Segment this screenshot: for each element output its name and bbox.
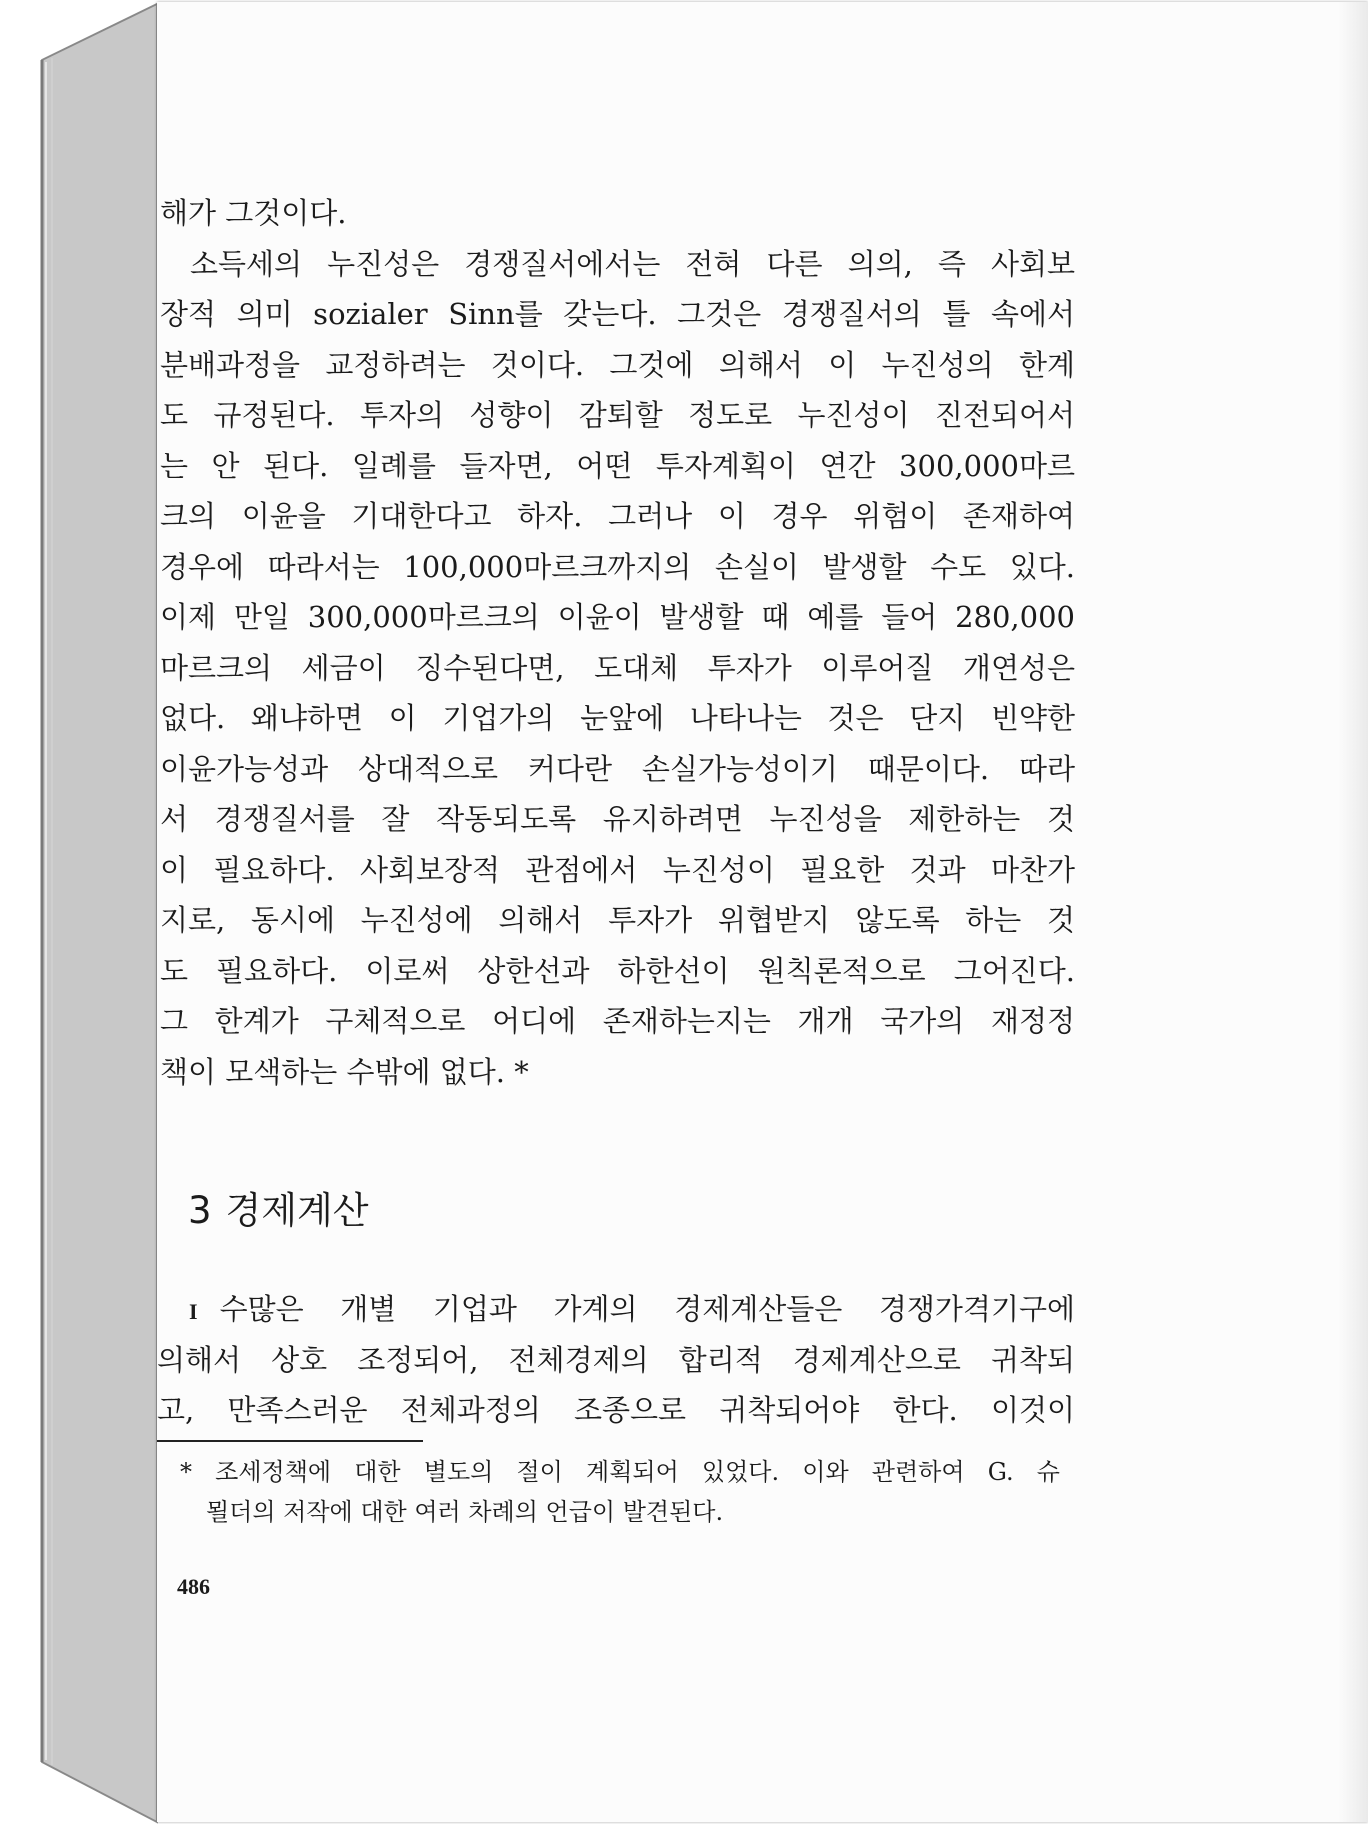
body-line: 장적 의미 sozialer Sinn를 갖는다. 그것은 경쟁질서의 틀 속에서: [160, 297, 1075, 331]
section-line: 의해서 상호 조정되어, 전체경제의 합리적 경제계산으로 귀착되: [157, 1342, 1075, 1377]
body-line: 분배과정을 교정하려는 것이다. 그것에 의해서 이 누진성의 한계: [160, 347, 1075, 382]
body-line: 이제 만일 300,000마르크의 이윤이 발생할 때 예를 들어 280,000: [160, 600, 1075, 634]
body-line: 그 한계가 구체적으로 어디에 존재하는지는 개개 국가의 재정정: [160, 1004, 1075, 1038]
body-paragraphs: [160, 188, 1075, 1097]
body-line: 이윤가능성과 상대적으로 커다란 손실가능성이기 때문이다. 따라: [160, 751, 1075, 786]
body-line: 크의 이윤을 기대한다고 하자. 그러나 이 경우 위험이 존재하여: [160, 499, 1075, 533]
body-line: 지로, 동시에 누진성에 의해서 투자가 위협받지 않도록 하는 것: [160, 903, 1075, 937]
section-line: 고, 만족스러운 전체과정의 조종으로 귀착되어야 한다. 이것이: [157, 1393, 1075, 1427]
page-number: 486: [177, 1574, 210, 1599]
footnote-divider: [157, 1440, 423, 1442]
section-line-text: 수많은 개별 기업과 가계의 경제계산들은 경쟁가격기구에: [219, 1292, 1075, 1326]
body-line: 도 필요하다. 이로써 상한선과 하한선이 원칙론적으로 그어진다.: [160, 953, 1075, 988]
body-line: 경우에 따라서는 100,000마르크까지의 손실이 발생할 수도 있다.: [160, 549, 1075, 584]
footnote: [180, 1452, 1060, 1532]
body-line: 서 경쟁질서를 잘 작동되도록 유지하려면 누진성을 제한하는 것: [160, 802, 1075, 836]
section-title: 경제계산: [225, 1189, 369, 1232]
page-edge-shade: [1338, 2, 1368, 1822]
footnote-line: 묄더의 저작에 대한 여러 차례의 언급이 발견된다.: [206, 1498, 724, 1526]
book-page-stack-edge: [0, 0, 170, 1824]
body-line: 는 안 된다. 일례를 들자면, 어떤 투자계획이 연간 300,000마르: [160, 448, 1075, 483]
body-line: 이 필요하다. 사회보장적 관점에서 누진성이 필요한 것과 마찬가: [160, 852, 1075, 887]
section-number: 3: [188, 1189, 212, 1232]
section-heading: [188, 1180, 369, 1234]
body-line: 책이 모색하는 수밖에 없다. *: [160, 1054, 529, 1089]
body-line: 해가 그것이다.: [160, 196, 347, 230]
body-line: 소득세의 누진성은 경쟁질서에서는 전혀 다른 의의, 즉 사회보: [190, 246, 1075, 281]
section-paragraph: [157, 1284, 1075, 1436]
paragraph-marker: I: [189, 1299, 198, 1324]
body-line: 도 규정된다. 투자의 성향이 감퇴할 정도로 누진성이 진전되어서: [160, 398, 1075, 432]
section-line: [157, 1284, 1075, 1335]
body-line: 없다. 왜냐하면 이 기업가의 눈앞에 나타나는 것은 단지 빈약한: [160, 701, 1075, 735]
body-line: 마르크의 세금이 징수된다면, 도대체 투자가 이루어질 개연성은: [160, 650, 1075, 685]
footnote-line: * 조세정책에 대한 별도의 절이 계획되어 있었다. 이와 관련하여 G. 슈: [180, 1458, 1060, 1486]
